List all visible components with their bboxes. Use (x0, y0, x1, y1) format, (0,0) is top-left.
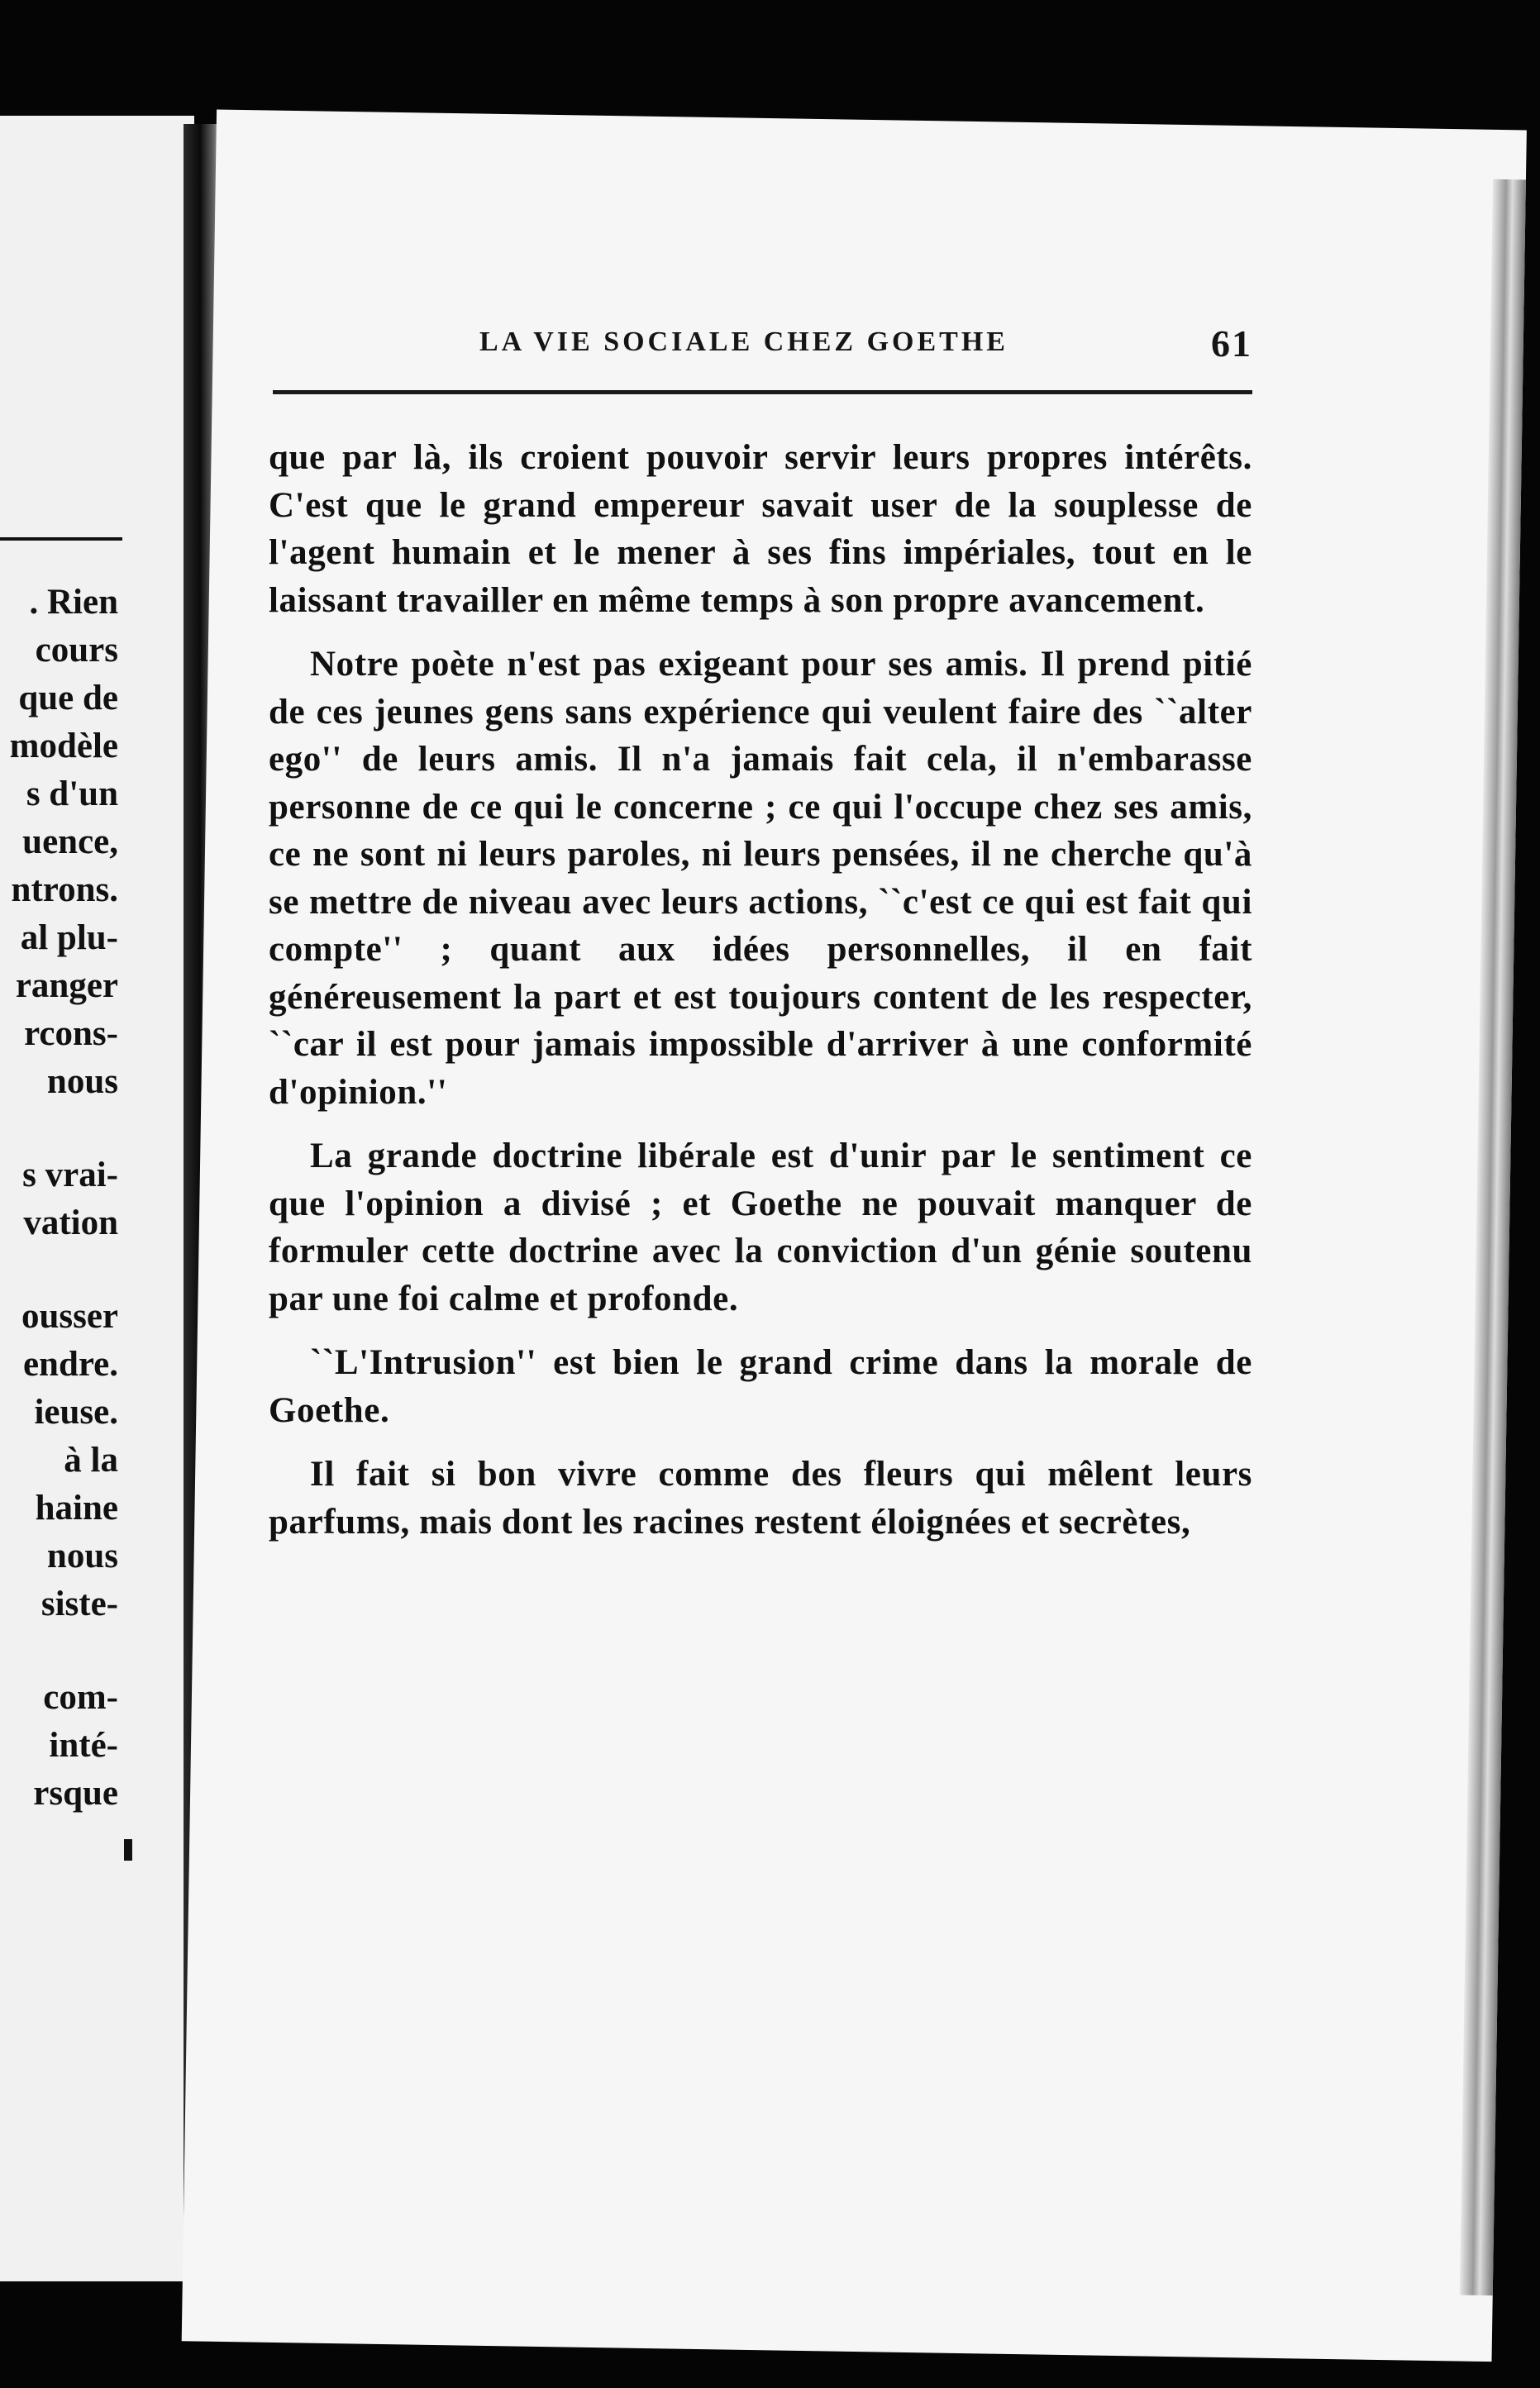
left-line: cours (35, 631, 118, 670)
left-line: s d'un (26, 775, 118, 813)
paragraph: Il fait si bon vivre comme des fleurs qui mêlent leurs parfums, mais dont les racines restent éloignées et secrètes, (269, 1455, 1252, 1542)
paragraph: Notre poète n'est pas exigeant pour ses amis. Il prend pitié de ces jeunes gens sans expérience qui veulent faire des ``alter ego'' de leurs amis. Il n'a jamais fait cela, il n'embarasse personne de ce qui le concerne ; ce qui l'occupe chez ses amis, ce ne sont ni leurs paroles, ni leurs pensées, il ne cherche qu'à se mettre de niveau avec leurs actions, ``c'est ce qui est fait qui compte'' ; quant aux idées personnelles, il en fait généreusement la part et est toujours content de les respecter, ``car il est pour jamais impossible d'arriver à une conformité d'opinion.'' (269, 645, 1252, 1112)
left-page-fragment (0, 116, 194, 2281)
left-paragraph-gap (0, 1628, 118, 1674)
left-line: haine (35, 1489, 118, 1528)
page-number: 61 (1211, 322, 1252, 365)
scan-margin-mark (124, 1839, 132, 1861)
body-text (269, 434, 1252, 1546)
left-line: inté- (49, 1726, 118, 1765)
left-paragraph-gap (0, 1106, 118, 1151)
left-line: vation (23, 1204, 118, 1242)
left-line: que de (18, 679, 118, 717)
left-line: com- (43, 1678, 118, 1717)
left-line: ieuse. (34, 1393, 118, 1432)
left-line: ousser (21, 1297, 118, 1336)
left-page-text-column (0, 579, 118, 1818)
header-rule (273, 390, 1252, 394)
left-line: endre. (22, 1345, 118, 1384)
left-page-rule (0, 537, 122, 541)
left-line: s vrai- (22, 1156, 118, 1194)
paragraph: La grande doctrine libérale est d'unir par le sentiment ce que l'opinion a divisé ; et Goethe ne pouvait manquer de formuler cette doctrine avec la conviction d'un génie soutenu par une foi calme et profonde. (269, 1137, 1252, 1318)
running-head (256, 322, 1252, 384)
left-line: ntrons. (11, 870, 118, 909)
left-line: ranger (15, 966, 118, 1005)
paragraph: que par là, ils croient pouvoir servir leurs propres intérêts. C'est que le grand empereur savait user de la souplesse de l'agent humain et le mener à ses fins impériales, tout en le laissant travailler en même temps à son propre avancement. (269, 438, 1252, 620)
left-line: uence, (22, 822, 118, 861)
left-line: modèle (9, 727, 118, 765)
left-line: siste- (41, 1585, 118, 1623)
left-line: . Rien (29, 583, 118, 622)
left-paragraph-gap (0, 1247, 118, 1293)
left-line: rsque (33, 1774, 118, 1813)
paragraph: ``L'Intrusion'' est bien le grand crime dans la morale de Goethe. (269, 1343, 1252, 1430)
left-line: nous (46, 1062, 118, 1101)
left-line: à la (64, 1441, 118, 1480)
left-line: rcons- (24, 1014, 118, 1053)
left-line: al plu- (20, 918, 118, 957)
running-title: LA VIE SOCIALE CHEZ GOETHE (479, 327, 1008, 357)
left-line: nous (46, 1537, 118, 1575)
page-edge (1460, 179, 1526, 2295)
